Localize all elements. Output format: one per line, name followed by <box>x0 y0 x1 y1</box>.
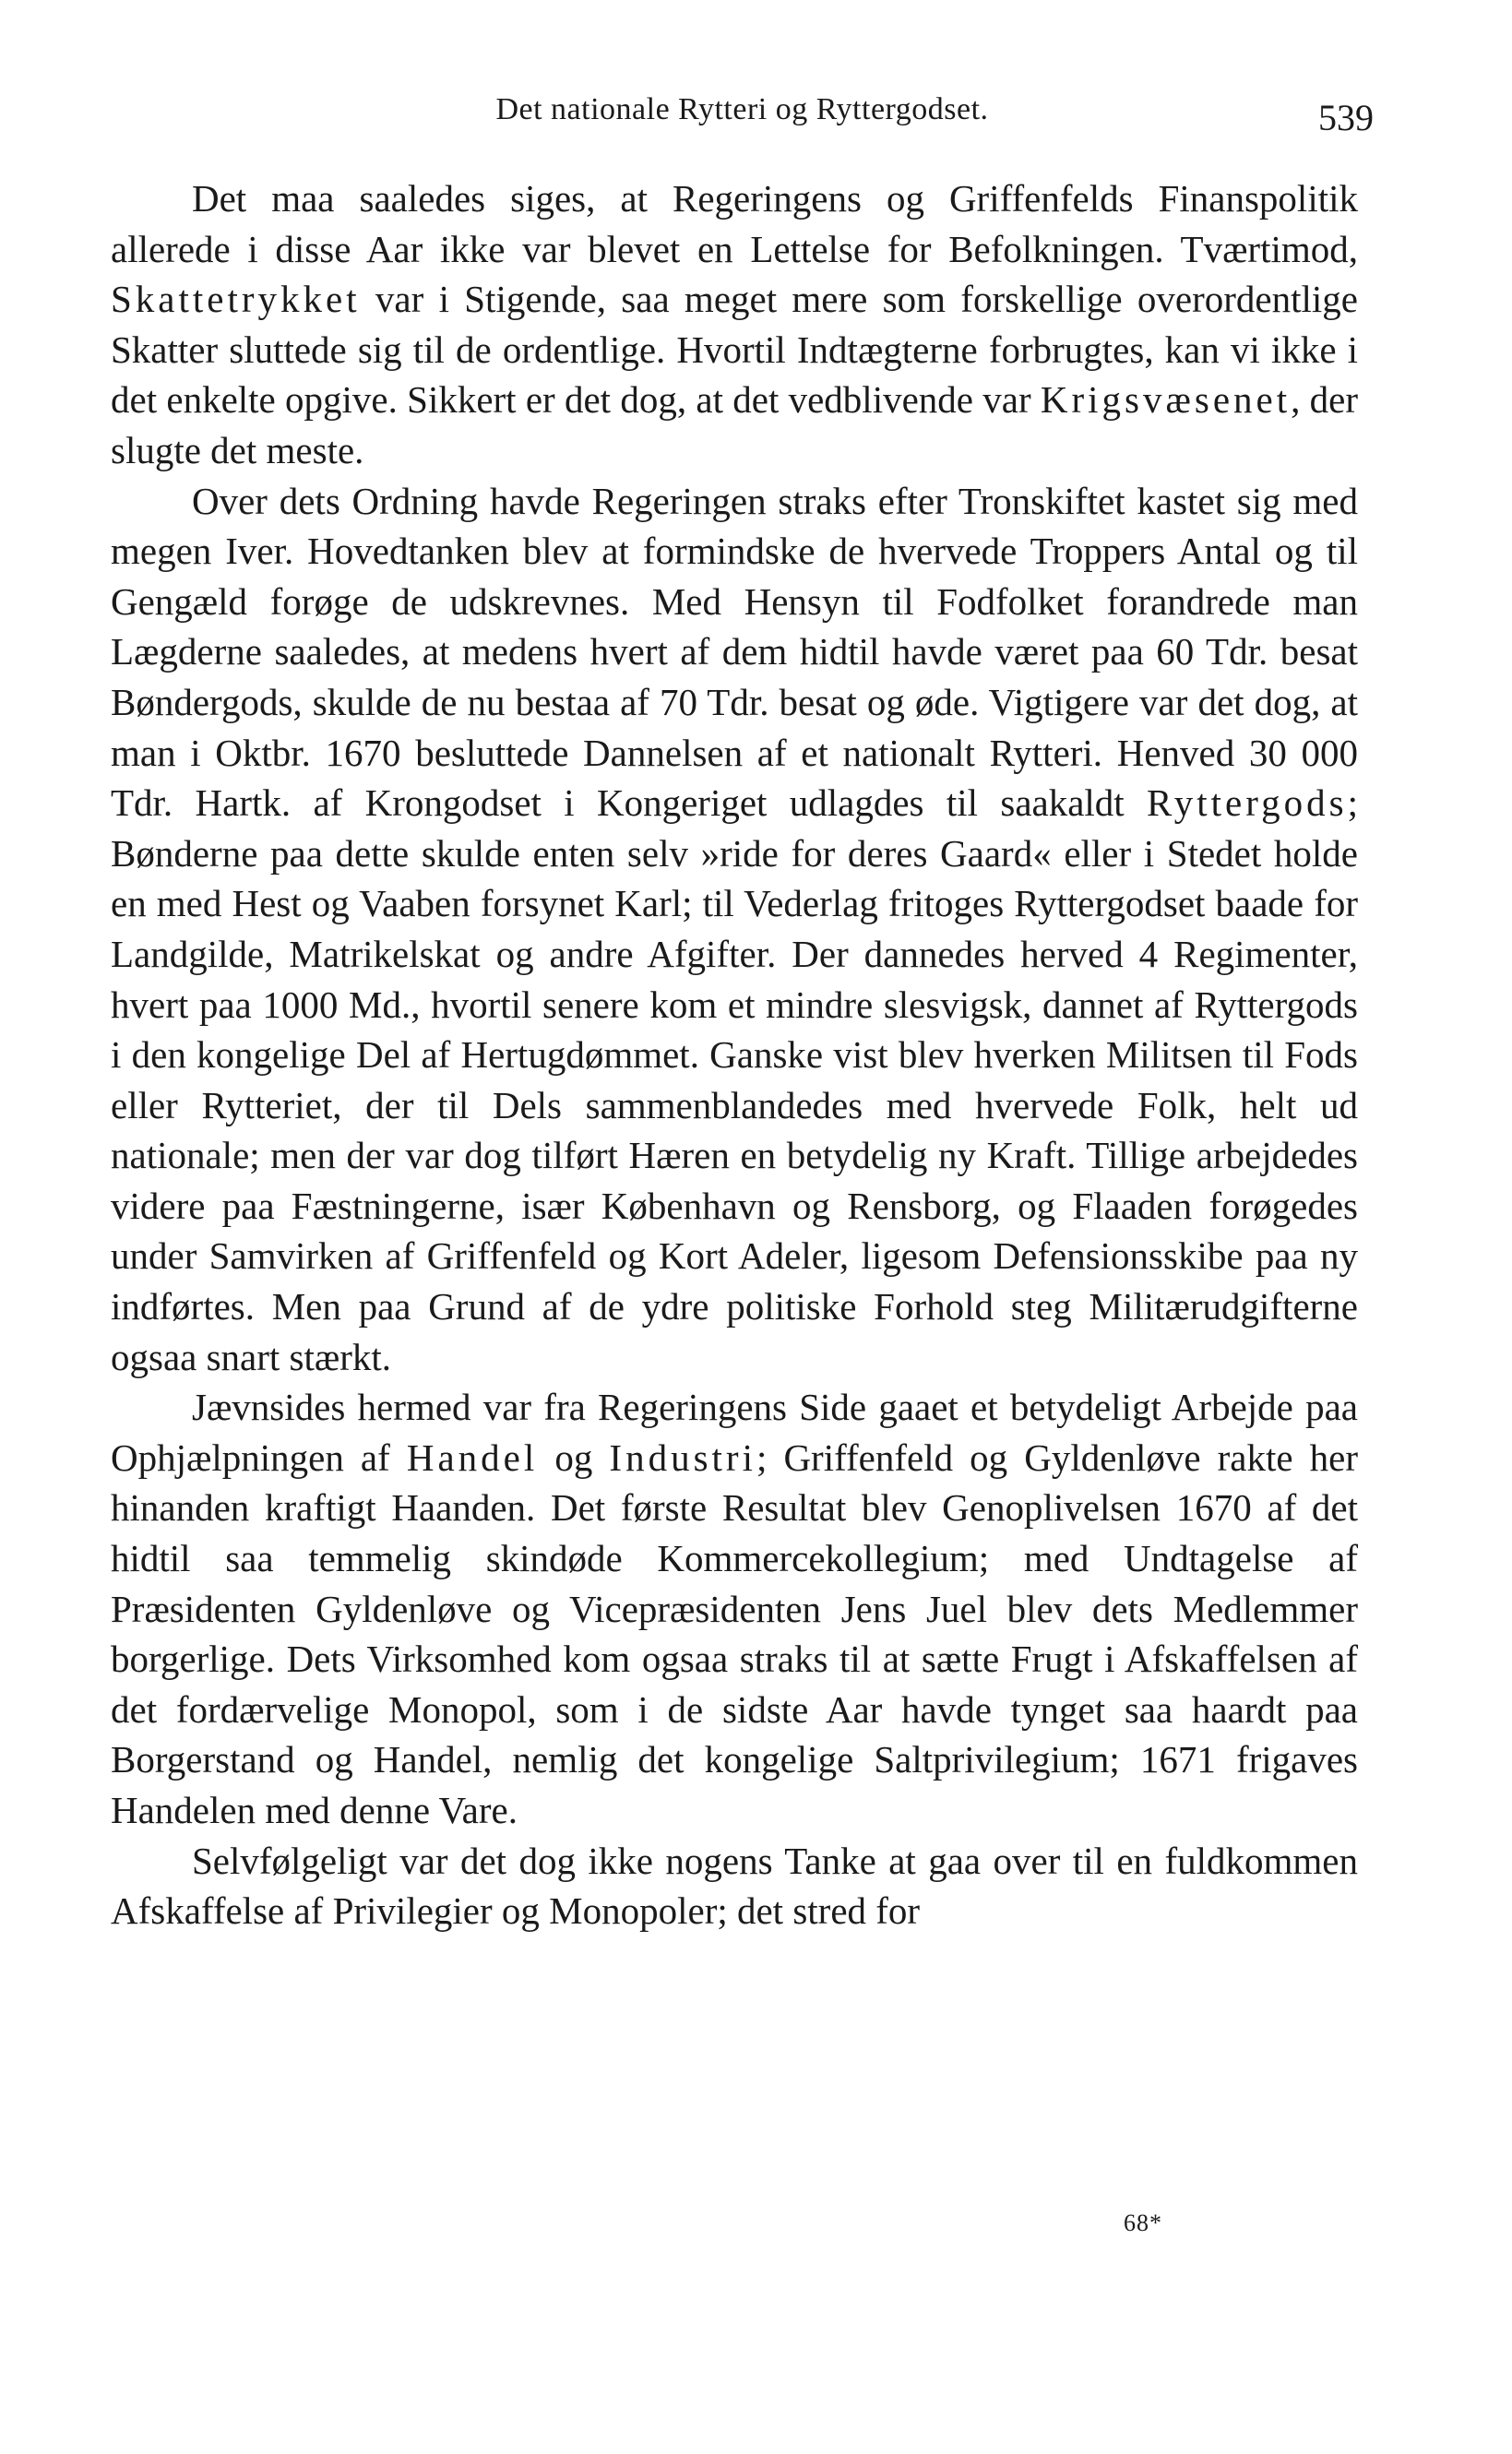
text-run: Det maa saaledes siges, at Regeringens og Griffenfelds Finanspolitik allerede i disse Aar ikke var blevet en Lettelse for Befolkningen. Tværtimod, <box>111 177 1358 270</box>
page-header <box>111 89 1374 144</box>
text-run: og <box>538 1435 610 1479</box>
text-run: var i Stigende, saa meget mere som forskellige overordentlige Skatter sluttede sig til de ordentlige. Hvortil Indtægterne forbrugtes, kan vi ikke i det enkelte opgive. Sikkert er det dog, at det vedblivende var <box>111 278 1358 422</box>
emphasized-term: Industri <box>609 1435 756 1479</box>
emphasized-term: Ryttergods <box>1147 781 1348 825</box>
running-title: Det nationale Rytteri og Ryttergodset. <box>495 92 989 126</box>
emphasized-term: Skattetrykket <box>111 278 361 321</box>
text-run: Over dets Ordning havde Regeringen straks efter Tronskiftet kastet sig med megen Iver. Hovedtanken blev at formindske de hvervede Troppers Antal og til Gengæld forøge de udskrevnes. Med Hensyn til Fodfolket forandrede man Lægderne saaledes, at medens hvert af dem hidtil havde været paa 60 Tdr. besat Bøndergods, skulde de nu bestaa af 70 Tdr. besat og øde. Vigtigere var det dog, at man i Oktbr. 1670 besluttede Dannelsen af et nationalt Rytteri. Henved 30 000 Tdr. Hartk. af Krongodset i Kongeriget udlagdes til saakaldt <box>111 479 1358 825</box>
paragraph <box>111 1382 1358 1835</box>
text-run: ; Bønderne paa dette skulde enten selv »ride for deres Gaard« eller i Stedet holde en med Hest og Vaaben forsynet Karl; til Vederlag fritoges Ryttergodset baade for Landgilde, Matrikelskat og andre Afgifter. Der dannedes herved 4 Regimenter, hvert paa 1000 Md., hvortil senere kom et mindre slesvigsk, dannet af Ryttergods i den kongelige Del af Hertugdømmet. Ganske vist blev hverken Militsen til Fods eller Rytteriet, der til Dels sammenblandedes med hvervede Folk, helt ud nationale; men der var dog tilført Hæren en betydelig ny Kraft. Tillige arbejdedes videre paa Fæstningerne, især København og Rensborg, og Flaaden forøgedes under Samvirken af Griffenfeld og Kort Adeler, ligesom Defensionsskibe paa ny indførtes. Men paa Grund af de ydre politiske Forhold steg Militærudgifterne ogsaa snart stærkt. <box>111 781 1358 1378</box>
signature-mark: 68* <box>1124 2210 1162 2236</box>
text-run: Selvfølgeligt var det dog ikke nogens Tanke at gaa over til en fuldkommen Afskaffelse af Privilegier og Monopoler; det stred for <box>111 1839 1358 1933</box>
page-number: 539 <box>1318 97 1374 138</box>
emphasized-term: Handel <box>406 1435 539 1479</box>
text-run: Jævnsides hermed var fra Regeringens Side gaaet et betydeligt Arbejde paa Ophjælpningen af <box>111 1386 1358 1479</box>
emphasized-term: Krigsvæsenet <box>1040 378 1292 422</box>
paragraph <box>111 476 1358 1383</box>
paragraph <box>111 1836 1358 1936</box>
text-run: , der slugte det meste. <box>111 378 1358 471</box>
body-text <box>111 173 1358 1936</box>
text-run: ; Griffenfeld og Gyldenløve rakte her hinanden kraftigt Haanden. Det første Resultat blev Genoplivelsen 1670 af det hidtil saa temmelig skindøde Kommercekollegium; med Undtagelse af Præsidenten Gyldenløve og Vicepræsidenten Jens Juel blev dets Medlemmer borgerlige. Dets Virksomhed kom ogsaa straks til at sætte Frugt i Afskaffelsen af det fordærvelige Monopol, som i de sidste Aar havde tynget saa haardt paa Borgerstand og Handel, nemlig det kongelige Saltprivilegium; 1671 frigaves Handelen med denne Vare. <box>111 1435 1358 1831</box>
paragraph <box>111 173 1358 476</box>
